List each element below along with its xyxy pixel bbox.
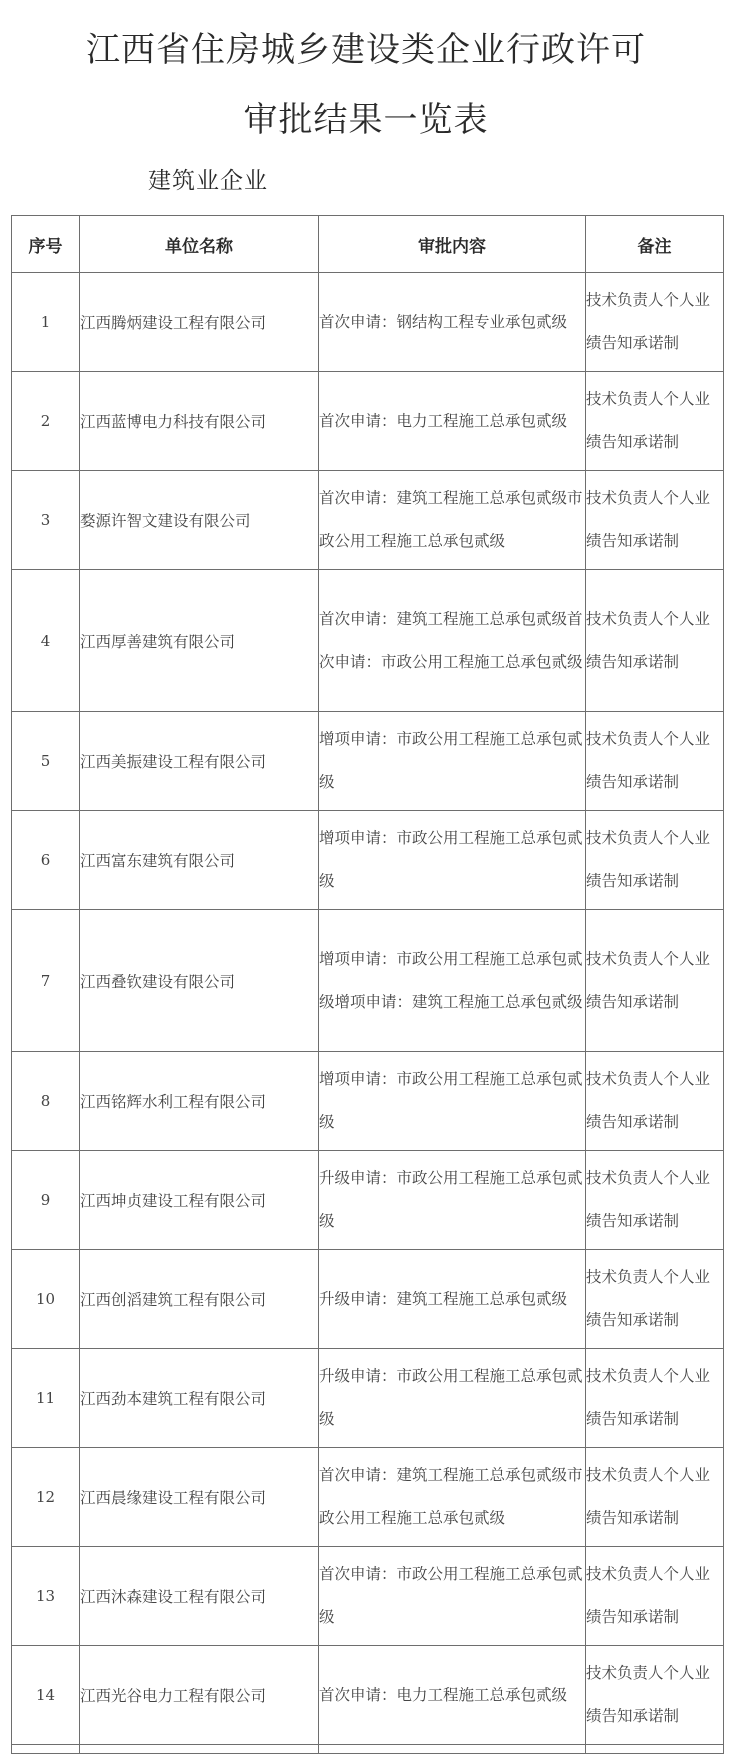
table-row: [12, 1052, 724, 1151]
row-approval-content: 首次申请：钢结构工程专业承包贰级: [319, 273, 586, 372]
row-seq: 3: [12, 471, 80, 570]
row-approval-content: 首次申请：电力工程施工总承包贰级: [319, 372, 586, 471]
row-company-name: 江西坤贞建设工程有限公司: [80, 1151, 319, 1250]
table-row: [12, 471, 724, 570]
row-approval-content: 首次申请：建筑工程施工总承包贰级市政公用工程施工总承包贰级: [319, 1448, 586, 1547]
row-company-name: 江西光谷电力工程有限公司: [80, 1646, 319, 1745]
approval-results-table: [11, 215, 724, 1754]
row-note: 技术负责人个人业绩告知承诺制: [586, 471, 724, 570]
table-header-row: [12, 216, 724, 273]
row-seq: 11: [12, 1349, 80, 1448]
table-row: [12, 910, 724, 1052]
row-company-name: 江西腾炳建设工程有限公司: [80, 273, 319, 372]
row-company-name: 江西创滔建筑工程有限公司: [80, 1250, 319, 1349]
row-note: 技术负责人个人业绩告知承诺制: [586, 1349, 724, 1448]
table-row: [12, 712, 724, 811]
row-note: 技术负责人个人业绩告知承诺制: [586, 910, 724, 1052]
table-row: [12, 1349, 724, 1448]
row-approval-content: 增项申请：市政公用工程施工总承包贰级增项申请：建筑工程施工总承包贰级: [319, 910, 586, 1052]
row-company-name: [80, 1745, 319, 1754]
row-seq: 6: [12, 811, 80, 910]
row-seq: 14: [12, 1646, 80, 1745]
row-note: 技术负责人个人业绩告知承诺制: [586, 1151, 724, 1250]
row-approval-content: 首次申请：电力工程施工总承包贰级: [319, 1646, 586, 1745]
table-row: [12, 1547, 724, 1646]
page-title-line2: 审批结果一览表: [243, 100, 489, 140]
row-company-name: 婺源许智文建设有限公司: [80, 471, 319, 570]
row-company-name: 江西富东建筑有限公司: [80, 811, 319, 910]
row-approval-content: 增项申请：市政公用工程施工总承包贰级: [319, 811, 586, 910]
row-seq: 5: [12, 712, 80, 811]
table-row: [12, 1646, 724, 1745]
table-row: [12, 1448, 724, 1547]
row-seq: 12: [12, 1448, 80, 1547]
header-seq: 序号: [12, 216, 80, 273]
row-seq: 10: [12, 1250, 80, 1349]
row-seq: 13: [12, 1547, 80, 1646]
row-note: 技术负责人个人业绩告知承诺制: [586, 1547, 724, 1646]
row-approval-content: 升级申请：市政公用工程施工总承包贰级: [319, 1151, 586, 1250]
row-approval-content: [319, 1745, 586, 1754]
row-note: 技术负责人个人业绩告知承诺制: [586, 1250, 724, 1349]
row-note: 技术负责人个人业绩告知承诺制: [586, 273, 724, 372]
row-approval-content: 升级申请：市政公用工程施工总承包贰级: [319, 1349, 586, 1448]
table-row: [12, 273, 724, 372]
row-note: 技术负责人个人业绩告知承诺制: [586, 1448, 724, 1547]
row-approval-content: 首次申请：建筑工程施工总承包贰级市政公用工程施工总承包贰级: [319, 471, 586, 570]
row-approval-content: 首次申请：市政公用工程施工总承包贰级: [319, 1547, 586, 1646]
row-company-name: 江西铭辉水利工程有限公司: [80, 1052, 319, 1151]
row-company-name: 江西厚善建筑有限公司: [80, 570, 319, 712]
row-note: 技术负责人个人业绩告知承诺制: [586, 570, 724, 712]
row-seq: 8: [12, 1052, 80, 1151]
row-approval-content: 增项申请：市政公用工程施工总承包贰级: [319, 1052, 586, 1151]
row-seq: 7: [12, 910, 80, 1052]
row-note: 技术负责人个人业绩告知承诺制: [586, 1646, 724, 1745]
row-company-name: 江西沐森建设工程有限公司: [80, 1547, 319, 1646]
header-content: 审批内容: [319, 216, 586, 273]
section-subtitle: 建筑业企业: [148, 168, 268, 194]
row-seq: 9: [12, 1151, 80, 1250]
row-company-name: 江西美振建设工程有限公司: [80, 712, 319, 811]
row-company-name: 江西叠钦建设有限公司: [80, 910, 319, 1052]
table-row: [12, 570, 724, 712]
table-row: [12, 1151, 724, 1250]
header-note: 备注: [586, 216, 724, 273]
table-row: [12, 811, 724, 910]
header-name: 单位名称: [80, 216, 319, 273]
row-seq: 4: [12, 570, 80, 712]
row-seq: 2: [12, 372, 80, 471]
page-title-line1: 江西省住房城乡建设类企业行政许可: [86, 30, 646, 70]
row-approval-content: 增项申请：市政公用工程施工总承包贰级: [319, 712, 586, 811]
row-seq: [12, 1745, 80, 1754]
table-row: [12, 372, 724, 471]
row-company-name: 江西晨缘建设工程有限公司: [80, 1448, 319, 1547]
row-note: 技术负责人个人业绩告知承诺制: [586, 372, 724, 471]
row-seq: 1: [12, 273, 80, 372]
row-approval-content: 升级申请：建筑工程施工总承包贰级: [319, 1250, 586, 1349]
row-note: [586, 1745, 724, 1754]
row-note: 技术负责人个人业绩告知承诺制: [586, 811, 724, 910]
row-company-name: 江西蓝博电力科技有限公司: [80, 372, 319, 471]
row-note: 技术负责人个人业绩告知承诺制: [586, 712, 724, 811]
table-row-cut-off: [12, 1745, 724, 1754]
row-note: 技术负责人个人业绩告知承诺制: [586, 1052, 724, 1151]
row-approval-content: 首次申请：建筑工程施工总承包贰级首次申请：市政公用工程施工总承包贰级: [319, 570, 586, 712]
table-row: [12, 1250, 724, 1349]
row-company-name: 江西劲本建筑工程有限公司: [80, 1349, 319, 1448]
